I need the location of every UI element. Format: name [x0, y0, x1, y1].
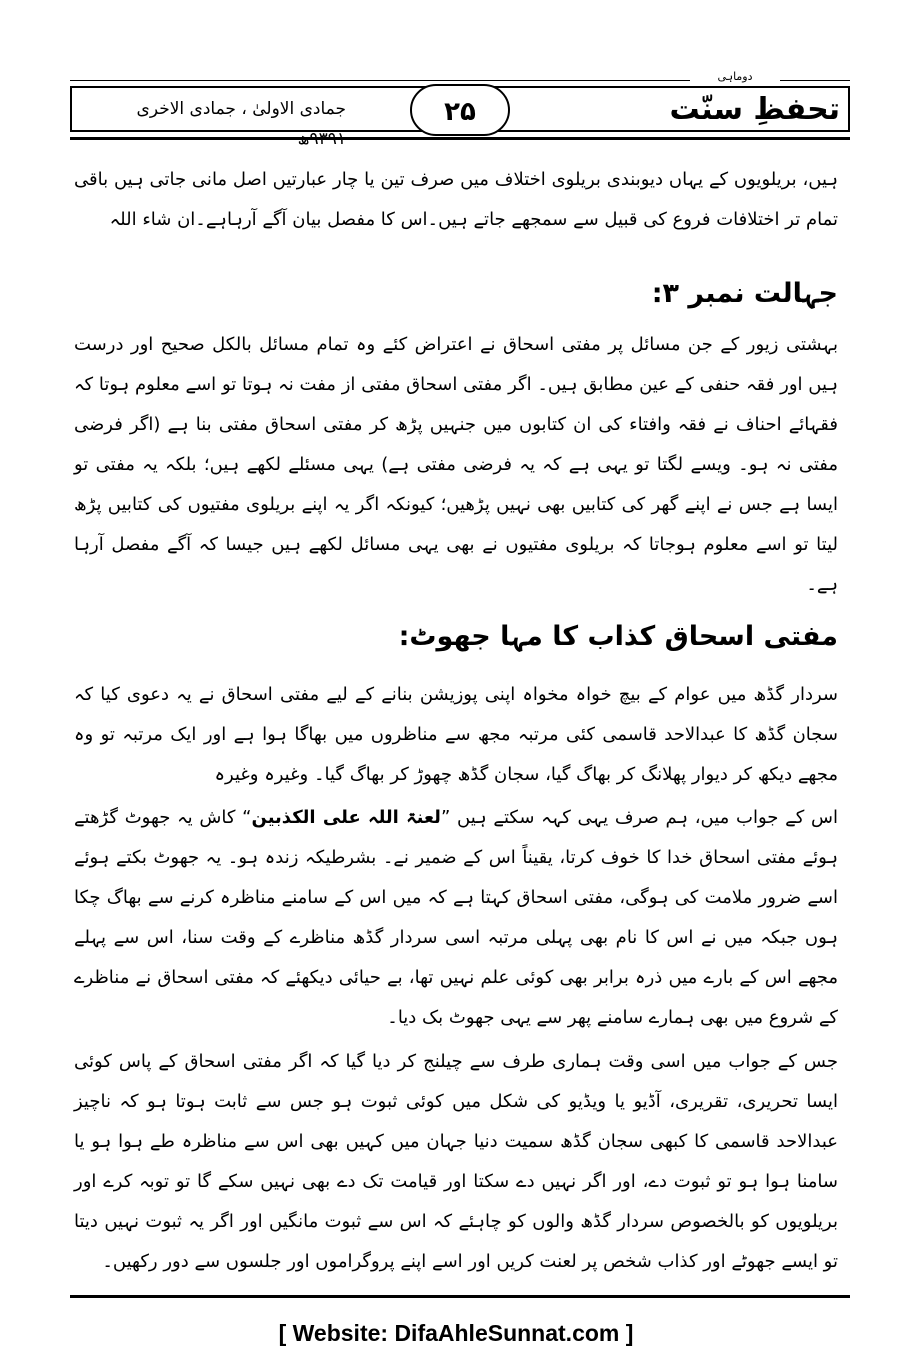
header-bottom-rule	[70, 137, 850, 140]
paragraph-claim: سردار گڈھ میں عوام کے بیچ خواہ مخواہ اپنی پوزیشن بنانے کے لیے مفتی اسحاق نے یہ دعوی کیا کہ سجان گڈھ کا عبدالاحد قاسمی کئی مرتبہ مجھ سے مناظروں میں بھاگا ہوا ہے اور ایک مرتبہ تو وہ مجھے دیکھ کر دیوار پھلانگ کر بھاگ گیا، سجان گڈھ چھوڑ کر بھاگ گیا۔ وغیرہ وغیرہ	[74, 684, 838, 785]
header-dates: جمادی الاولیٰ ، جمادی الاخری ۹۳۹۱ھ	[136, 99, 346, 149]
section-heading-maha-jhoot: مفتی اسحاق کذاب کا مہا جھوٹ:	[398, 621, 838, 652]
response-text-start: اس کے جواب میں، ہم صرف یہی کہہ سکتے ہیں ”	[440, 807, 838, 828]
paragraph-challenge: جس کے جواب میں اسی وقت ہماری طرف سے چیلنج کر دیا گیا کہ اگر مفتی اسحاق کے پاس کوئی ایسا تحریری، تقریری، آڈیو یا ویڈیو کی شکل میں کوئی ثبوت ہو جس سے ثابت ہوتا ہو کہ ناچیز عبدالاحد قاسمی کا کبھی سجان گڈھ سمیت دنیا جہان میں کہیں بھی اس سے مناظرہ طے ہوا ہو یا سامنا ہوا ہو تو ثبوت دے، اور اگر نہیں دے سکتا اور قیامت تک دے بھی نہیں سکے گا تو توبہ کرے اور بریلویوں کو بالخصوص سردار گڈھ والوں کو چاہئے کہ اس سے ثبوت مانگیں اور اگر یہ ثبوت نہیں دیتا تو ایسے جھوٹے اور کذاب شخص پر لعنت کریں اور اسے اپنے پروگراموں اور جلسوں سے دور رکھیں۔	[74, 1051, 838, 1272]
paragraph-bahishti-zewar: بہشتی زیور کے جن مسائل پر مفتی اسحاق نے اعتراض کئے وہ تمام مسائل بالکل صحیح اور درست ہیں اور فقہ حنفی کے عین مطابق ہیں۔ اگر مفتی اسحاق مفتی از مفت نہ ہوتا تو اسے معلوم ہوتا کہ فقہائے احناف نے فقہ وافتاء کی ان کتابوں میں جنہیں پڑھ کر مفتی اسحاق مفتی بنا ہے (اگر فرضی مفتی نہ ہو۔ ویسے لگتا تو یہی ہے کہ یہ فرضی مفتی ہے) یہی مسئلے لکھے ہیں؛ بلکہ یہ مفتی تو ایسا ہے جس نے اپنے گھر کی کتابیں بھی نہیں پڑھیں؛ کیونکہ اگر یہ اپنے بریلوی مفتیوں کی کتابیں پڑھ لیتا تو اسے معلوم ہوجاتا کہ بریلوی مفتیوں نے بھی یہی مسائل لکھے ہیں جیسا کہ آگے مفصل آرہا ہے۔	[74, 334, 838, 595]
paragraph-intro: ہیں، بریلویوں کے یہاں دیوبندی بریلوی اختلاف میں صرف تین یا چار عبارتیں اصل مانی جاتی ہیں باقی تمام تر اختلافات فروع کی قبیل سے سمجھے جاتے ہیں۔اس کا مفصل بیان آگے آرہاہے۔ان شاء اللہ	[74, 169, 838, 230]
website-footer: [ Website: DifaAhleSunnat.com ]	[278, 1320, 634, 1346]
footer-rule	[70, 1295, 850, 1298]
section-heading-jahalat-3: جہالت نمبر ۳:	[651, 278, 838, 309]
arabic-phrase: لعنۃ اللہ علی الکذبین	[251, 807, 441, 828]
magazine-title: تحفظِ سنّت	[669, 92, 840, 127]
response-text-end: “ کاش یہ جھوٹ گڑھتے ہوئے مفتی اسحاق خدا کا خوف کرتا، یقیناً اس کے ضمیر نے۔ بشرطیکہ زندہ ہو۔ یہ جھوٹ بکتے ہوئے اسے ضرور ملامت کی ہوگی، مفتی اسحاق کہتا ہے کہ میں اس کے سامنے مناظرہ کرنے سے بھاگ چکا ہوں جبکہ میں نے اس کا نام بھی پہلی مرتبہ اسی سردار گڈھ مناظرے کے وقت سنا، اس سے پہلے مجھے اس کے بارے میں ذرہ برابر بھی کوئی علم نہیں تھا، بے حیائی دیکھئے کہ مفتی اسحاق نے مناظرے کے شروع میں بھی ہمارے سامنے پھر سے یہی جھوٹ بک دیا۔	[74, 807, 838, 1028]
paragraph-response	[74, 798, 838, 1040]
magazine-frequency-tag: دوماہی	[690, 68, 780, 86]
page-number: ۲۵	[410, 84, 510, 136]
